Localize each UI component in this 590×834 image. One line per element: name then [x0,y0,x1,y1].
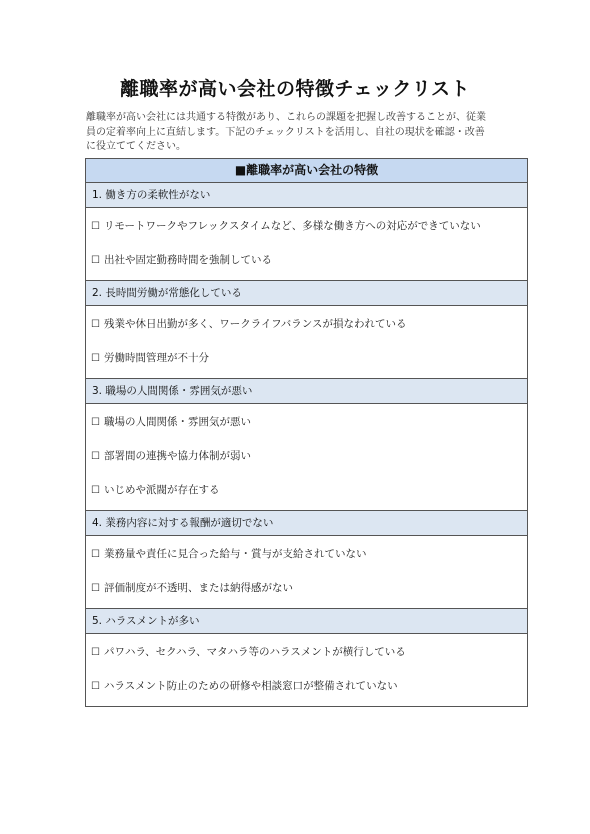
section-heading: 1. 働き方の柔軟性がない [86,183,527,208]
checklist-item[interactable] [86,672,527,706]
checklist-item[interactable] [86,638,527,672]
checklist-item[interactable] [86,408,527,442]
checkbox-icon[interactable]: ☐ [91,485,100,496]
section-items [86,634,527,706]
section-items [86,208,527,281]
item-label: ハラスメント防止のための研修や相談窓口が整備されていない [103,680,398,692]
item-label: 残業や休日出勤が多く、ワークライフバランスが損なわれている [103,318,407,330]
item-label: 労働時間管理が不十分 [103,352,209,364]
intro-line: 離職率が高い会社には共通する特徴があり、これらの課題を把握し改善することが、従業 [86,112,486,123]
checklist-item[interactable] [86,476,527,510]
checkbox-icon[interactable]: ☐ [91,451,100,462]
section-items [86,306,527,379]
checklist-item[interactable] [86,540,527,574]
item-label: いじめや派閥が存在する [103,484,220,496]
checkbox-icon[interactable]: ☐ [91,417,100,428]
item-label: リモートワークやフレックスタイムなど、多様な働き方への対応ができていない [103,220,481,232]
checklist-item[interactable] [86,310,527,344]
document-title: 離職率が高い会社の特徴チェックリスト [119,78,471,100]
checklist-table [85,158,528,707]
checkbox-icon[interactable]: ☐ [91,221,100,232]
intro-line: に役立ててください。 [86,141,186,152]
intro-paragraph [86,111,520,155]
section-items [86,404,527,511]
checkbox-icon[interactable]: ☐ [91,353,100,364]
checklist-item[interactable] [86,574,527,608]
item-label: 職場の人間関係・雰囲気が悪い [103,416,251,428]
item-label: 業務量や責任に見合った給与・賞与が支給されていない [103,548,367,560]
item-label: 部署間の連携や協力体制が弱い [103,450,251,462]
checkbox-icon[interactable]: ☐ [91,647,100,658]
intro-line: 員の定着率向上に直結します。下記のチェックリストを活用し、自社の現状を確認・改善 [86,126,485,138]
checkbox-icon[interactable]: ☐ [91,319,100,330]
checklist-item[interactable] [86,246,527,280]
section-heading: 4. 業務内容に対する報酬が適切でない [86,511,527,536]
section-heading: 2. 長時間労働が常態化している [86,281,527,306]
checkbox-icon[interactable]: ☐ [91,681,100,692]
section-items [86,536,527,609]
checklist-item[interactable] [86,212,527,246]
item-label: 評価制度が不透明、または納得感がない [103,582,293,594]
item-label: 出社や固定勤務時間を強制している [103,254,272,266]
table-header: ■離職率が高い会社の特徴 [86,159,527,183]
checklist-item[interactable] [86,442,527,476]
checkbox-icon[interactable]: ☐ [91,549,100,560]
checklist-item[interactable] [86,344,527,378]
checkbox-icon[interactable]: ☐ [91,583,100,594]
section-heading: 3. 職場の人間関係・雰囲気が悪い [86,379,527,404]
section-heading: 5. ハラスメントが多い [86,609,527,634]
checkbox-icon[interactable]: ☐ [91,255,100,266]
item-label: パワハラ、セクハラ、マタハラ等のハラスメントが横行している [103,646,406,658]
